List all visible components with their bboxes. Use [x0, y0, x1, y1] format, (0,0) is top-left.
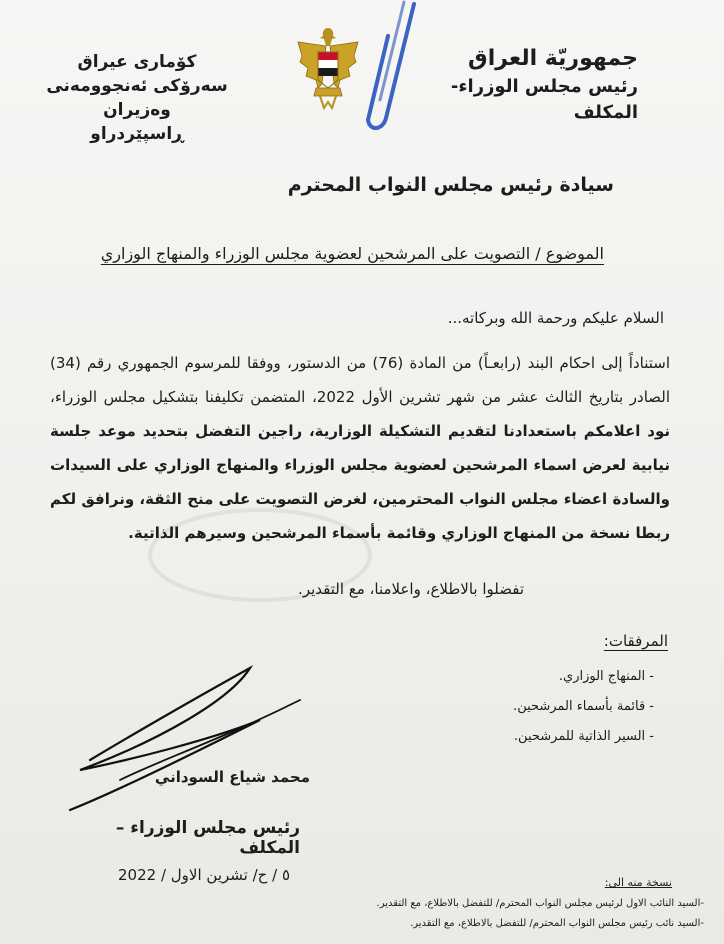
attachments-list — [513, 662, 654, 752]
signatory-name: محمد شياع السوداني — [154, 768, 310, 786]
body-paragraph-intro: استناداً إلى احكام البند (رابعـاً) من المادة (76) من الدستور، ووفقا للمرسوم الجمهوري رقم (34) الصادر بتاريخ الثالث عشر من شهر تشرين الأول 2022، المتضمن تكليفنا بتشكيل مجلس الوزراء، — [50, 354, 671, 406]
letterhead-kurdish — [22, 50, 252, 146]
copy-to-list — [284, 894, 704, 934]
attachment-item: - السير الذاتية للمرشحين. — [513, 722, 654, 752]
attachment-item: - المنهاج الوزاري. — [513, 662, 654, 692]
office-title-arabic: رئيس مجلس الوزراء-المكلف — [450, 76, 638, 123]
body-paragraph-request: نود اعلامكم باستعدادنا لتقديم التشكيلة الوزارية، راجين التفضل بتحديد موعد جلسة نيابية لعرض اسماء المرشحين لعضوية مجلس الوزراء والمنهاج الوزاري على السيدات والسادة اعضاء مجلس النواب المحترمين، لغرض التصويت على منح الثقة، ونرافق لكم ربطا نسخة من المنهاج الوزاري وقائمة بأسماء المرشحين وسيرهم الذاتية. — [50, 422, 670, 542]
copy-to-item: - السيد النائب الاول لرئيس مجلس النواب المحترم/ للتفضل بالاطلاع، مع التقدير. — [284, 894, 704, 914]
letter-date: ٥ / ح/ تشرين الاول / 2022 — [118, 866, 290, 884]
greeting: السلام عليكم ورحمة الله وبركاته... — [447, 309, 664, 327]
addressee: سيادة رئيس مجلس النواب المحترم — [287, 174, 614, 196]
closing-line: تفضلوا بالاطلاع، واعلامنا، مع التقدير. — [298, 580, 524, 598]
attachment-item: - قائمة بأسماء المرشحين. — [513, 692, 654, 722]
country-name-arabic: جمهوريّة العراق — [468, 46, 638, 71]
country-name-kurdish: كۆماری عیراق — [77, 52, 197, 72]
letter-body — [50, 346, 670, 550]
signatory-title: رئيس مجلس الوزراء – المكلف — [115, 818, 300, 858]
attachments-title: المرفقات: — [603, 632, 668, 650]
handwritten-signature — [60, 660, 330, 820]
copy-to-item: - السيد نائب رئيس مجلس النواب المحترم/ للتفضل بالاطلاع، مع التقدير. — [284, 914, 704, 934]
paper-clip-icon — [340, 0, 430, 145]
office-status-kurdish: ڕاسپێردراو — [90, 124, 184, 144]
copy-to-title: نسخة منه الى: — [604, 876, 672, 889]
subject-line: الموضوع / التصويت على المرشحين لعضوية مجلس الوزراء والمنهاج الوزاري — [100, 244, 604, 263]
office-title-kurdish: سەرۆکی ئەنجوومەنی وەزیران — [46, 76, 228, 120]
